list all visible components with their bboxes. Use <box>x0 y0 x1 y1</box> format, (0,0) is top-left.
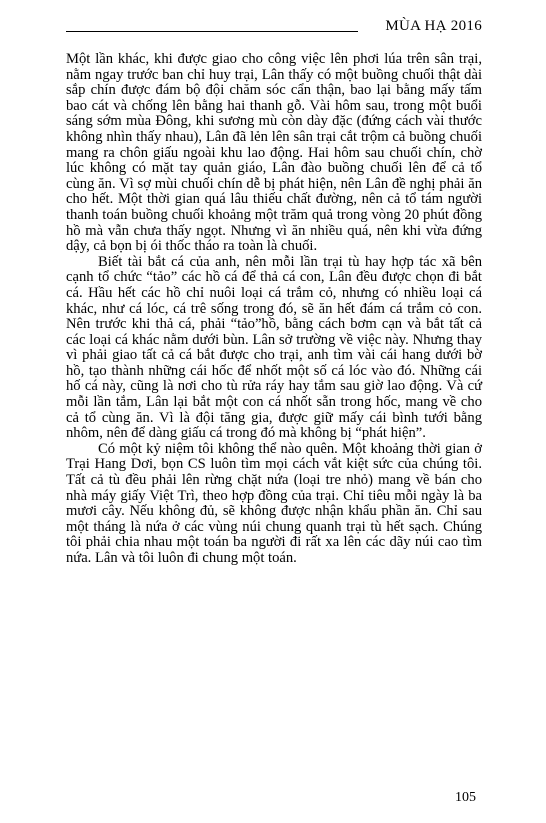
paragraph-1: Một lần khác, khi được giao cho công việc lên phơi lúa trên sân trại, nằm ngay trước ban chỉ huy trại, Lân thấy có một buồng chuối thật dài sắp chín được đám bộ đội chăm sóc cẩn thận, bao lại bằng mấy tấm bao cát và chống lên bằng hai thanh gỗ. Vài hôm sau, trong một buổi sáng sớm mùa Đông, khi sương mù còn dày đặc (đứng cách vài thước không nhìn thấy nhau), Lân đã lẻn lên sân trại cắt trộm cả buồng chuối mang ra chôn giấu ngoài khu lao động. Hai hôm sau chuối chín, chờ lúc không có mặt tay quản giáo, Lân đào buồng chuối lên để cả tổ cùng ăn. Vì sợ mùi chuối chín dễ bị phát hiện, nên Lân đề nghị phải ăn cho hết. Một thời gian quá lâu thiếu chất đường, nên cả tổ tám người thanh toán buồng chuối khoảng một trăm quả trong vòng 20 phút đồng hồ mà vẫn chưa thấy ngọt. Nhưng vì ăn nhiều quá, nên khi vừa đứng dậy, cả bọn bị ói thốc tháo ra toàn là chuối. <box>66 51 482 255</box>
running-header-title: MÙA HẠ 2016 <box>385 18 482 34</box>
page-number: 105 <box>455 790 476 805</box>
paragraph-3: Có một kỷ niệm tôi không thể nào quên. Một khoảng thời gian ở Trại Hang Dơi, bọn CS luôn tìm mọi cách vắt kiệt sức của chúng tôi. Tất cả tù đều phải lên rừng chặt nứa (loại tre nhỏ) mang về bán cho nhà máy giấy Việt Trì, theo hợp đồng của trại. Chỉ tiêu mỗi ngày là ba mươi cây. Nếu không đủ, sẽ không được nhận khẩu phần ăn. Chỉ sau một tháng là nứa ở các vùng núi chung quanh trại tù hết sạch. Chúng tôi phải chia nhau một toán ba người đi rất xa lên các dãy núi cao tìm nứa. Lân và tôi luôn đi chung một toán. <box>66 440 482 566</box>
paragraph-2: Biết tài bắt cá của anh, nên mỗi lần trại tù hay hợp tác xã bên cạnh tổ chức “tảo” các hồ cá để thả cá con, Lân đều được chọn đi bắt cá. Hầu hết các hồ chỉ nuôi loại cá trắm cỏ, nhưng có nhiều loại cá khác, như cá lóc, cá trê sống trong đó, sẽ ăn hết đám cá trắm cỏ con. Nên trước khi thả cá, phải “tảo”hồ, bằng cách bơm cạn và bắt tất cả các loại cá khác nằm dưới bùn. Lân sở trường về việc này. Nhưng thay vì phải giao tất cả cá bắt được cho trại, anh tìm vài cái hang dưới bờ hồ, tạo thành những cái hốc để nhốt một số cá lóc vào đó. Những cái hố cá này, cũng là nơi cho tù rửa ráy hay tắm sau giờ lao động. Và cứ mỗi lần tắm, Lân lại bắt một con cá nhốt sẵn trong hốc, mang về cho cả tổ cùng ăn. Vì là đội tăng gia, được giữ mấy cái bình tưới bằng nhôm, nên để dàng giấu cá trong đó mà không bị “phát hiện”. <box>66 253 482 442</box>
body-text <box>66 52 482 567</box>
header-rule <box>66 31 358 32</box>
